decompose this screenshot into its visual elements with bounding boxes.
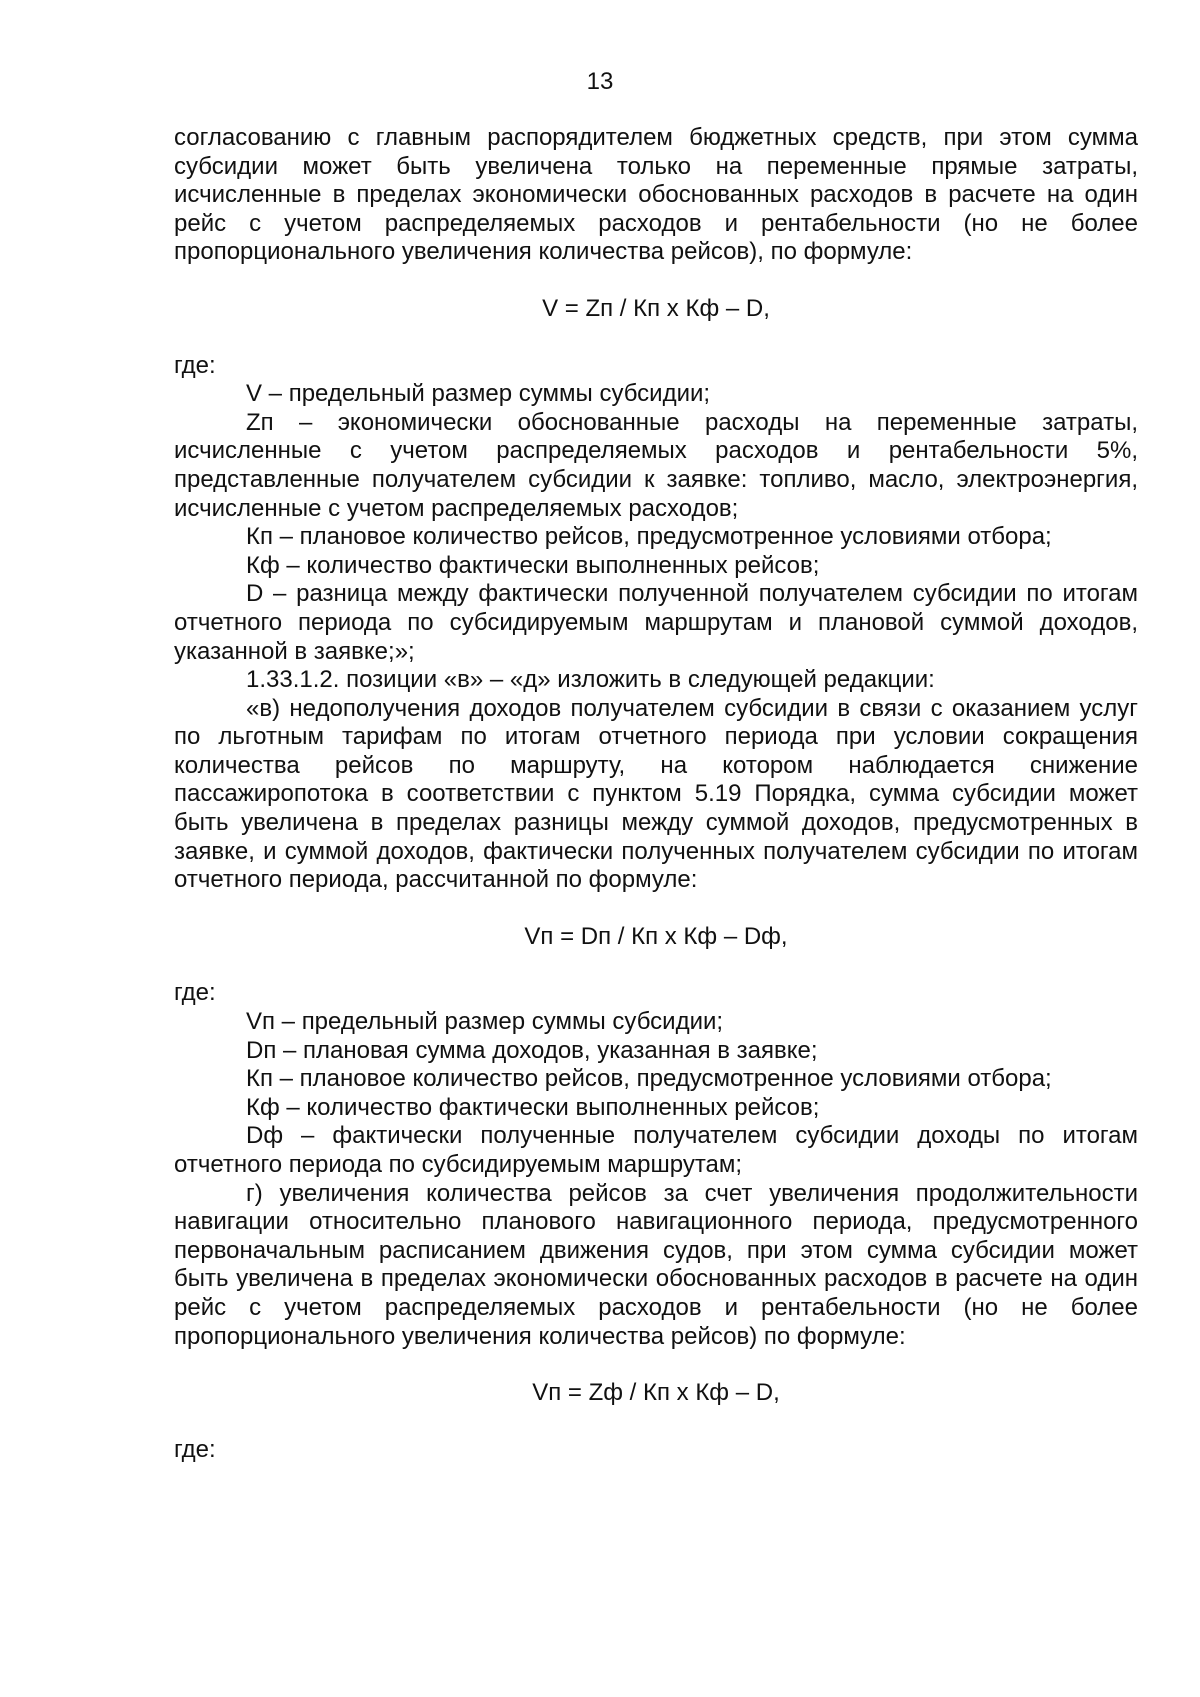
formula-v: V = Zп / Кп x Кф – D, bbox=[542, 294, 770, 322]
paragraph-continuation: согласованию с главным распорядителем бюджетных средств, при этом сумма субсидии может быть увеличена только на переменные прямые затраты, исчисленные в пределах экономически обоснованных расходов в расчете на один рейс с учетом распределяемых расходов и рентабельности (но не более пропорционального увеличения количества рейсов), по формуле: bbox=[174, 124, 1138, 266]
definition-v: V – предельный размер суммы субсидии; bbox=[246, 380, 711, 408]
definition-kp: Кп – плановое количество рейсов, предусмотренное условиями отбора; bbox=[246, 523, 1052, 551]
where-label-2: где: bbox=[174, 979, 216, 1007]
definition-zp: Zп – экономически обоснованные расходы на переменные затраты, исчисленные с учетом распределяемых расходов и рентабельности 5%, представленные получателем субсидии к заявке: топливо, масло, электроэнергия, исчисленные с учетом распределяемых расходов; bbox=[174, 408, 1138, 522]
where-label-3: где: bbox=[174, 1435, 216, 1463]
definition-dp: Dп – плановая сумма доходов, указанная в заявке; bbox=[246, 1036, 818, 1064]
page-number: 13 bbox=[586, 68, 614, 95]
formula-vn-1: Vп = Dп / Кп x Кф – Dф, bbox=[524, 922, 788, 950]
clause-v: «в) недополучения доходов получателем субсидии в связи с оказанием услуг по льготным тарифам по итогам отчетного периода при условии сокращения количества рейсов по маршруту, на котором наблюдается снижение пассажиропотока в соответствии с пунктом 5.19 Порядка, сумма субсидии может быть увеличена в пределах разницы между суммой доходов, предусмотренных в заявке, и суммой доходов, фактически полученных получателем субсидии по итогам отчетного периода, рассчитанной по формуле: bbox=[174, 694, 1138, 894]
definition-df: Dф – фактически полученные получателем субсидии доходы по итогам отчетного периода по субсидируемым маршрутам; bbox=[174, 1122, 1138, 1178]
definition-d: D – разница между фактически полученной получателем субсидии по итогам отчетного периода по субсидируемым маршрутам и плановой суммой доходов, указанной в заявке;»; bbox=[174, 580, 1138, 665]
clause-g: г) увеличения количества рейсов за счет увеличения продолжительности навигации относительно планового навигационного периода, предусмотренного первоначальным расписанием движения судов, при этом сумма субсидии может быть увеличена в пределах экономически обоснованных расходов в расчете на один рейс с учетом распределяемых расходов и рентабельности (но не более пропорционального увеличения количества рейсов) по формуле: bbox=[174, 1179, 1138, 1350]
definition-kp-2: Кп – плановое количество рейсов, предусмотренное условиями отбора; bbox=[246, 1065, 1052, 1093]
document-body bbox=[174, 124, 1138, 1464]
where-label: где: bbox=[174, 351, 216, 379]
definition-kf-2: Кф – количество фактически выполненных рейсов; bbox=[246, 1093, 820, 1121]
clause-1-33-1-2: 1.33.1.2. позиции «в» – «д» изложить в следующей редакции: bbox=[246, 666, 935, 694]
definition-vn: Vп – предельный размер суммы субсидии; bbox=[246, 1008, 724, 1036]
definition-kf: Кф – количество фактически выполненных рейсов; bbox=[246, 551, 820, 579]
formula-vn-2: Vп = Zф / Кп x Кф – D, bbox=[532, 1379, 780, 1407]
